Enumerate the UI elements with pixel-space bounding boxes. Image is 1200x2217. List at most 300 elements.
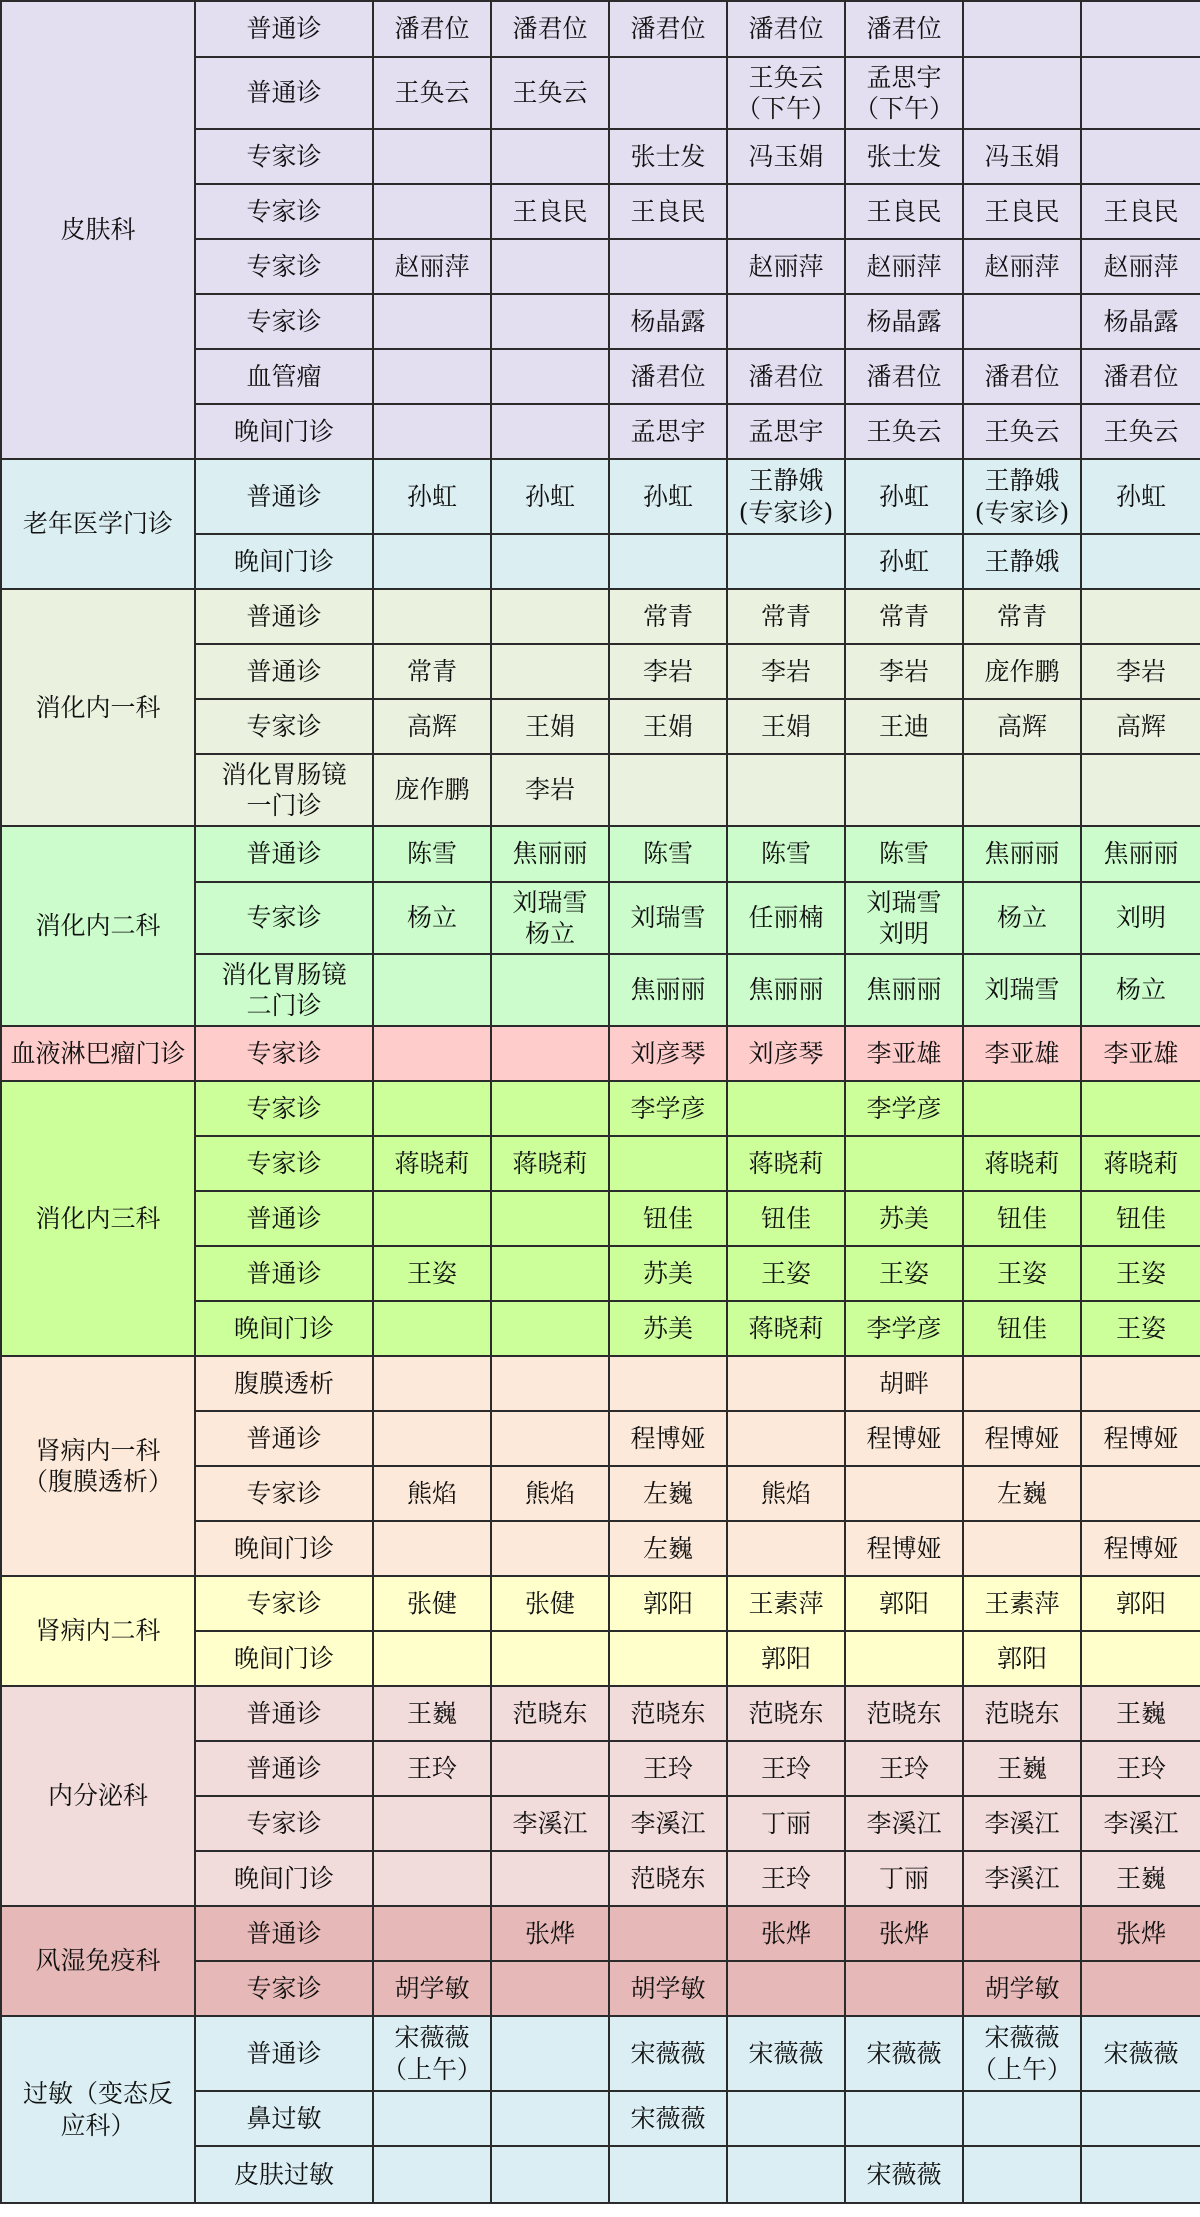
cell-text: 张健 [406,1588,457,1618]
schedule-cell [963,404,1081,459]
schedule-cell [491,129,609,184]
cell-text: 皮肤过敏 [233,2159,334,2189]
cell-text: 陈雪 [406,839,457,869]
cell-text: 潘君位 [984,361,1060,391]
cell-text: 王玲 [760,1753,811,1783]
cell-text: 普通诊 [246,1918,322,1948]
clinic-type-cell [195,129,373,184]
schedule-cell [845,882,963,954]
clinic-type-cell [195,184,373,239]
cell-text: 李学彦 [630,1093,706,1123]
cell-text: （腹膜透析） [22,1467,173,1496]
schedule-cell [491,954,609,1026]
schedule-cell [491,2091,609,2146]
cell-text: 王良民 [866,196,942,226]
cell-text: 程博娅 [866,1423,942,1453]
cell-text: 熊焰 [760,1478,811,1508]
cell-text: 普通诊 [246,601,322,631]
cell-text: 熊焰 [406,1478,457,1508]
cell-text: 庞作鹏 [394,775,470,805]
schedule-cell [609,1081,727,1136]
department-cell [1,1081,195,1356]
clinic-type-cell [195,754,373,826]
cell-text: 李溪江 [984,1863,1060,1893]
schedule-cell [963,459,1081,534]
cell-text: 王巍 [1115,1698,1166,1728]
schedule-cell [491,1136,609,1191]
cell-text: 消化内一科 [35,692,161,722]
cell-text: 王良民 [984,196,1060,226]
schedule-cell [845,1521,963,1576]
table-row [1,1,1200,57]
schedule-cell [727,2091,845,2146]
cell-text: 王静娥 [984,466,1060,496]
cell-text: 孟思宇 [630,416,706,446]
cell-text: 刘瑞雪 [866,887,942,917]
schedule-cell [373,1851,491,1906]
clinic-type-cell [195,826,373,882]
department-cell [1,1026,195,1081]
cell-text: 王奂云 [512,78,588,108]
schedule-cell [373,882,491,954]
schedule-cell [845,1,963,57]
schedule-cell [609,294,727,349]
cell-text: 钮佳 [996,1203,1047,1233]
schedule-cell [491,1,609,57]
cell-text: 专家诊 [246,196,322,226]
schedule-cell [727,1906,845,1961]
clinic-type-cell [195,1686,373,1741]
schedule-cell [609,954,727,1026]
cell-text: 宋薇薇 [866,2159,942,2189]
schedule-cell [845,1851,963,1906]
schedule-cell [845,184,963,239]
clinic-type-cell [195,239,373,294]
schedule-cell [609,1356,727,1411]
schedule-cell [491,1521,609,1576]
schedule-cell [1081,1301,1200,1356]
clinic-type-cell [195,1081,373,1136]
schedule-cell [845,349,963,404]
schedule-cell [609,1466,727,1521]
cell-text: 刘彦琴 [748,1038,824,1068]
schedule-cell [963,1961,1081,2016]
schedule-cell [609,1191,727,1246]
schedule-cell [727,954,845,1026]
cell-text: 张士发 [630,141,706,171]
schedule-cell [609,1631,727,1686]
schedule-cell [373,1961,491,2016]
cell-text: 血管瘤 [246,361,322,391]
schedule-cell [963,534,1081,589]
cell-text: 普通诊 [246,2038,322,2068]
schedule-cell [373,1026,491,1081]
schedule-cell [727,1686,845,1741]
schedule-cell [373,129,491,184]
cell-text: 王良民 [630,196,706,226]
schedule-cell [1081,184,1200,239]
schedule-cell [491,754,609,826]
clinic-type-cell [195,57,373,129]
schedule-cell [1081,882,1200,954]
schedule-cell [491,589,609,644]
schedule-cell [373,954,491,1026]
cell-text: 王玲 [878,1753,929,1783]
cell-text: 晚间门诊 [233,1643,334,1673]
schedule-cell [373,2146,491,2203]
schedule-cell [963,184,1081,239]
schedule-cell [845,954,963,1026]
schedule-cell [491,699,609,754]
schedule-cell [727,1301,845,1356]
cell-text: 王良民 [1103,196,1179,226]
schedule-cell [727,1026,845,1081]
cell-text: 消化胃肠镜 [221,759,347,789]
schedule-cell [845,1246,963,1301]
schedule-cell [727,1136,845,1191]
schedule-cell [609,1521,727,1576]
schedule-cell [1081,2016,1200,2091]
schedule-cell [1081,644,1200,699]
cell-text: 郭阳 [1115,1588,1166,1618]
schedule-cell [963,1686,1081,1741]
schedule-cell [609,2146,727,2203]
schedule-cell [609,57,727,129]
schedule-cell [845,1136,963,1191]
clinic-type-cell [195,2016,373,2091]
schedule-cell [373,1906,491,1961]
cell-text: 赵丽萍 [394,251,470,281]
cell-text: 王巍 [1115,1863,1166,1893]
schedule-cell [1081,1521,1200,1576]
schedule-cell [1081,589,1200,644]
schedule-body [1,1,1200,2203]
schedule-cell [727,2016,845,2091]
cell-text: 李岩 [760,656,811,686]
cell-text: 潘君位 [748,361,824,391]
schedule-cell [609,1411,727,1466]
schedule-cell [727,404,845,459]
cell-text: 潘君位 [866,361,942,391]
schedule-cell [845,1631,963,1686]
cell-text: 钮佳 [760,1203,811,1233]
schedule-cell [609,184,727,239]
schedule-cell [609,404,727,459]
clinic-type-cell [195,644,373,699]
clinic-type-cell [195,699,373,754]
schedule-cell [845,1961,963,2016]
cell-text: 潘君位 [866,14,942,44]
cell-text: 陈雪 [642,839,693,869]
cell-text: 晚间门诊 [233,546,334,576]
schedule-cell [491,1576,609,1631]
schedule-cell [373,1686,491,1741]
schedule-cell [491,2016,609,2091]
cell-text: 丁丽 [878,1863,929,1893]
schedule-cell [491,459,609,534]
cell-text: 程博娅 [1103,1423,1179,1453]
schedule-cell [963,2091,1081,2146]
cell-text: 王巍 [406,1698,457,1728]
cell-text: 专家诊 [246,903,322,933]
cell-text: 左巍 [642,1478,693,1508]
clinic-type-cell [195,1466,373,1521]
cell-text: 高辉 [1115,711,1166,741]
schedule-cell [491,882,609,954]
cell-text: 宋薇薇 [984,2023,1060,2053]
schedule-cell [845,2091,963,2146]
schedule-cell [491,1026,609,1081]
schedule-cell [963,1851,1081,1906]
schedule-cell [963,826,1081,882]
schedule-cell [963,954,1081,1026]
schedule-cell [373,644,491,699]
cell-text: 普通诊 [246,1423,322,1453]
cell-text: 范晓东 [630,1698,706,1728]
cell-text: 杨立 [1115,975,1166,1005]
cell-text: 焦丽丽 [866,975,942,1005]
schedule-cell [373,459,491,534]
schedule-cell [963,1356,1081,1411]
schedule-cell [609,1301,727,1356]
schedule-cell [1081,954,1200,1026]
cell-text: 李亚雄 [866,1038,942,1068]
cell-text: 胡畔 [878,1368,929,1398]
schedule-cell [373,1301,491,1356]
cell-text: 张健 [524,1588,575,1618]
cell-text: 孟思宇 [748,416,824,446]
cell-text: 一门诊 [246,791,322,820]
cell-text: （下午） [853,94,954,123]
clinic-type-cell [195,1796,373,1851]
cell-text: 胡学敏 [984,1973,1060,2003]
schedule-cell [727,754,845,826]
schedule-cell [491,1301,609,1356]
schedule-cell [845,294,963,349]
cell-text: 李亚雄 [984,1038,1060,1068]
schedule-cell [1081,1136,1200,1191]
cell-text: 张烨 [1115,1918,1166,1948]
cell-text: 焦丽丽 [984,839,1060,869]
clinic-type-cell [195,1026,373,1081]
schedule-cell [963,1191,1081,1246]
schedule-cell [963,1466,1081,1521]
clinic-type-cell [195,882,373,954]
schedule-cell [1081,1906,1200,1961]
schedule-cell [609,129,727,184]
cell-text: 孙虹 [406,481,457,511]
cell-text: 焦丽丽 [512,839,588,869]
schedule-cell [845,2146,963,2203]
schedule-cell [845,2016,963,2091]
cell-text: 王玲 [642,1753,693,1783]
schedule-cell [845,699,963,754]
schedule-cell [727,534,845,589]
cell-text: 苏美 [878,1203,929,1233]
cell-text: 鼻过敏 [246,2103,322,2133]
cell-text: 普通诊 [246,1753,322,1783]
schedule-cell [963,882,1081,954]
schedule-cell [373,534,491,589]
cell-text: 杨立 [524,919,575,948]
schedule-cell [727,294,845,349]
schedule-cell [1081,699,1200,754]
cell-text: 王奂云 [984,416,1060,446]
cell-text: 任丽楠 [748,903,824,933]
schedule-cell [373,589,491,644]
cell-text: 晚间门诊 [233,1863,334,1893]
cell-text: 宋薇薇 [866,2038,942,2068]
cell-text: 王奂云 [1103,416,1179,446]
cell-text: 李溪江 [866,1808,942,1838]
table-row [1,589,1200,644]
schedule-cell [845,1081,963,1136]
cell-text: 杨立 [406,903,457,933]
cell-text: 王素萍 [984,1588,1060,1618]
clinic-type-cell [195,1906,373,1961]
cell-text: 刘瑞雪 [984,975,1060,1005]
cell-text: （上午） [971,2054,1072,2084]
cell-text: 王静娥 [984,546,1060,576]
schedule-cell [963,239,1081,294]
cell-text: 晚间门诊 [233,1533,334,1563]
schedule-cell [727,349,845,404]
table-row [1,1906,1200,1961]
cell-text: 王姿 [760,1258,811,1288]
schedule-cell [609,1246,727,1301]
cell-text: 王姿 [1115,1258,1166,1288]
schedule-cell [1081,1961,1200,2016]
schedule-cell [845,1686,963,1741]
cell-text: 宋薇薇 [630,2103,706,2133]
schedule-cell [609,826,727,882]
cell-text: 宋薇薇 [1103,2038,1179,2068]
cell-text: 潘君位 [748,14,824,44]
department-cell [1,1356,195,1576]
schedule-cell [1081,1356,1200,1411]
clinic-type-cell [195,2091,373,2146]
schedule-cell [373,1411,491,1466]
table-row [1,1356,1200,1411]
clinic-type-cell [195,1576,373,1631]
cell-text: 赵丽萍 [866,251,942,281]
schedule-cell [1081,404,1200,459]
cell-text: 肾病内一科 [35,1435,161,1465]
cell-text: 王姿 [878,1258,929,1288]
cell-text: 刘彦琴 [630,1038,706,1068]
schedule-cell [609,239,727,294]
cell-text: 常青 [642,601,693,631]
cell-text: 专家诊 [246,306,322,336]
cell-text: 赵丽萍 [748,251,824,281]
cell-text: 郭阳 [760,1643,811,1673]
cell-text: 李岩 [878,656,929,686]
cell-text: 王玲 [406,1753,457,1783]
schedule-cell [1081,1026,1200,1081]
cell-text: 常青 [878,601,929,631]
schedule-cell [963,1026,1081,1081]
table-row [1,1576,1200,1631]
cell-text: 蒋晓莉 [1103,1148,1179,1178]
cell-text: 高辉 [406,711,457,741]
schedule-cell [1081,57,1200,129]
cell-text: 范晓东 [748,1698,824,1728]
schedule-cell [491,349,609,404]
clinic-type-cell [195,1136,373,1191]
schedule-cell [727,184,845,239]
schedule-cell [963,1411,1081,1466]
cell-text: 潘君位 [512,14,588,44]
schedule-cell [609,699,727,754]
schedule-cell [373,1631,491,1686]
clinic-type-cell [195,294,373,349]
schedule-cell [845,754,963,826]
department-cell [1,589,195,826]
cell-text: 王静娥 [748,466,824,496]
schedule-cell [845,1301,963,1356]
schedule-cell [1081,1,1200,57]
cell-text: 潘君位 [630,14,706,44]
department-cell [1,1686,195,1906]
schedule-cell [845,1356,963,1411]
cell-text: 胡学敏 [630,1973,706,2003]
schedule-cell [845,1411,963,1466]
cell-text: 范晓东 [512,1698,588,1728]
schedule-cell [845,404,963,459]
clinic-type-cell [195,1961,373,2016]
cell-text: 杨晶露 [1103,306,1179,336]
schedule-cell [727,239,845,294]
schedule-cell [373,239,491,294]
cell-text: 孙虹 [878,481,929,511]
cell-text: 杨立 [996,903,1047,933]
cell-text: 杨晶露 [630,306,706,336]
cell-text: 庞作鹏 [984,656,1060,686]
schedule-cell [727,1081,845,1136]
schedule-cell [491,534,609,589]
cell-text: 程博娅 [984,1423,1060,1453]
schedule-cell [963,2016,1081,2091]
clinic-type-cell [195,404,373,459]
schedule-cell [373,1576,491,1631]
cell-text: 李岩 [524,775,575,805]
cell-text: 王奂云 [394,78,470,108]
schedule-cell [963,1796,1081,1851]
cell-text: 普通诊 [246,1203,322,1233]
schedule-cell [1081,826,1200,882]
schedule-cell [609,754,727,826]
schedule-cell [373,349,491,404]
clinic-type-cell [195,1521,373,1576]
clinic-type-cell [195,954,373,1026]
cell-text: 专家诊 [246,1038,322,1068]
schedule-cell [491,1796,609,1851]
schedule-cell [491,1906,609,1961]
cell-text: 蒋晓莉 [394,1148,470,1178]
schedule-cell [845,129,963,184]
schedule-cell [845,1191,963,1246]
cell-text: 内分泌科 [47,1781,148,1811]
cell-text: 王姿 [996,1258,1047,1288]
cell-text: 郭阳 [642,1588,693,1618]
cell-text: 风湿免疫科 [35,1946,161,1976]
cell-text: 消化内三科 [35,1203,161,1233]
schedule-cell [727,1796,845,1851]
cell-text: 王奂云 [748,62,824,92]
cell-text: 孙虹 [642,481,693,511]
cell-text: 杨晶露 [866,306,942,336]
schedule-cell [845,1466,963,1521]
